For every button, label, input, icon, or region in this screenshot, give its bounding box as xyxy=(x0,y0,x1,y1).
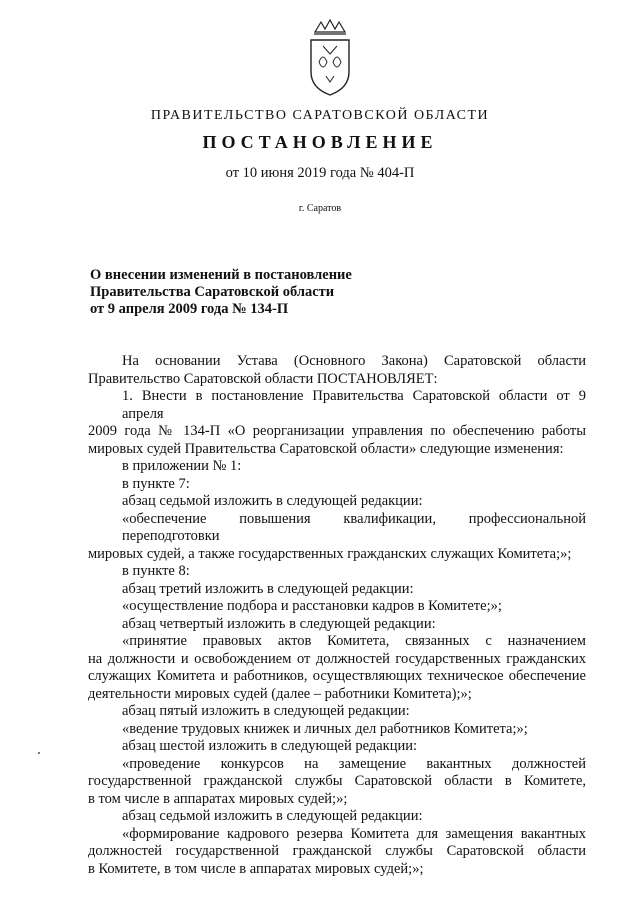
body-line: 2009 года № 134-П «О реорганизации управления по обеспечению работы xyxy=(88,423,586,439)
subject-line: О внесении изменений в постановление xyxy=(90,267,352,283)
document-type: ПОСТАНОВЛЕНИЕ xyxy=(202,132,438,152)
body-line: деятельности мировых судей (далее – работники Комитета);»; xyxy=(88,685,472,702)
body-line: «ведение трудовых книжек и личных дел работников Комитета;»; xyxy=(122,720,528,737)
body-line: абзац пятый изложить в следующей редакции: xyxy=(122,703,410,719)
body-line: должностей государственной гражданской службы Саратовской области xyxy=(88,843,586,859)
body-line: в пункте 8: xyxy=(122,563,190,579)
body-line: «принятие правовых актов Комитета, связанных с назначением xyxy=(122,633,586,649)
body-line: в пункте 7: xyxy=(122,475,190,492)
body-line: На основании Устава (Основного Закона) Саратовской области xyxy=(122,353,586,369)
body-line: на должности и освобождением от должностей государственных гражданских xyxy=(88,650,586,667)
subject-line: Правительства Саратовской области xyxy=(90,284,335,300)
document-city: г. Саратов xyxy=(298,203,342,214)
body-line: абзац седьмой изложить в следующей редакции: xyxy=(122,808,423,824)
document-date-number: от 10 июня 2019 года № 404-П xyxy=(225,165,415,181)
body-line: 1. Внести в постановление Правительства Саратовской области от 9 апреля xyxy=(122,388,586,422)
coat-of-arms-icon xyxy=(301,18,359,98)
body-line: «формирование кадрового резерва Комитета для замещения вакантных xyxy=(122,825,586,842)
document-subject xyxy=(90,267,490,318)
body-line: мировых судей, а также государственных гражданских служащих Комитета;»; xyxy=(88,545,572,562)
body-line: служащих Комитета и работников, осуществляющих техническое обеспечение xyxy=(88,668,586,684)
subject-line: от 9 апреля 2009 года № 134-П xyxy=(90,301,289,317)
body-line: «обеспечение повышения квалификации, профессиональной переподготовки xyxy=(122,510,586,544)
scan-mark xyxy=(38,752,40,754)
body-line: абзац шестой изложить в следующей редакции: xyxy=(122,738,417,754)
body-line: абзац третий изложить в следующей редакции: xyxy=(122,580,414,597)
body-line: государственной гражданской службы Саратовской области в Комитете, xyxy=(88,773,586,789)
issuing-authority: ПРАВИТЕЛЬСТВО САРАТОВСКОЙ ОБЛАСТИ xyxy=(150,108,490,123)
body-line: абзац четвертый изложить в следующей редакции: xyxy=(122,615,436,632)
body-line: мировых судей Правительства Саратовской области» следующие изменения: xyxy=(88,440,564,457)
body-line: «проведение конкурсов на замещение вакантных должностей xyxy=(122,755,586,772)
document-body xyxy=(88,353,586,878)
body-line: в том числе в аппаратах мировых судей;»; xyxy=(88,790,348,807)
body-line: в приложении № 1: xyxy=(122,458,242,474)
body-line: Правительство Саратовской области ПОСТАНОВЛЯЕТ: xyxy=(88,370,438,387)
body-line: в Комитете, в том числе в аппаратах мировых судей;»; xyxy=(88,860,424,877)
body-line: «осуществление подбора и расстановки кадров в Комитете;»; xyxy=(122,598,502,614)
body-line: абзац седьмой изложить в следующей редакции: xyxy=(122,493,423,509)
